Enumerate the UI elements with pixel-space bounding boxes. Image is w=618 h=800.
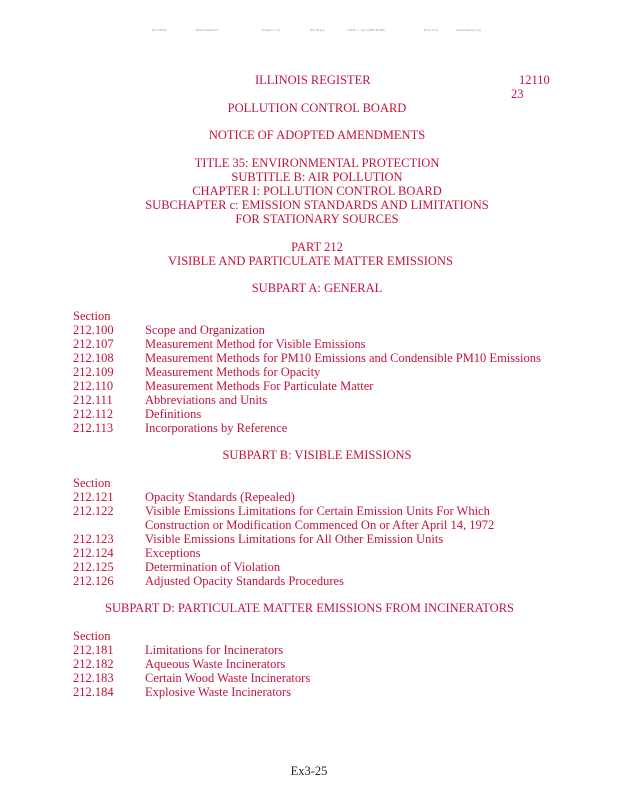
section-number: 212.123 [73,532,114,546]
section-title: Limitations for Incinerators [145,643,284,657]
section-title: Visible Emissions Limitations for All Other Emission Units [145,532,444,546]
section-number: 212.181 [73,643,114,657]
subtitle-heading: SUBTITLE B: AIR POLLUTION [231,170,403,184]
section-row [73,393,613,407]
section-title: Certain Wood Waste Incinerators [145,671,311,685]
section-label: Section [73,476,111,490]
section-row [73,379,613,393]
subchapter-heading: SUBCHAPTER c: EMISSION STANDARDS AND LIMITATIONS [145,198,489,212]
section-number: 212.112 [73,407,114,421]
section-number: 212.108 [73,351,114,365]
section-label: Section [73,629,111,643]
title-heading: TITLE 35: ENVIRONMENTAL PROTECTION [194,156,440,170]
section-title: Adjusted Opacity Standards Procedures [145,574,344,588]
section-row [73,490,613,504]
section-number: 212.113 [73,421,114,435]
section-title: Incorporations by Reference [145,421,288,435]
section-title: Aqueous Waste Incinerators [145,657,286,671]
section-row [73,546,613,560]
register-issue: 23 [511,87,524,101]
section-row [73,643,613,657]
part-title: VISIBLE AND PARTICULATE MATTER EMISSIONS [168,254,453,268]
section-row [73,574,613,588]
section-row [73,532,613,546]
register-page: 12110 [519,73,550,87]
running-header-item: (SUB: c, Air) (PDF/HTML) [348,28,387,32]
section-title: Measurement Method for Visible Emissions [145,337,366,351]
section-number: 212.109 [73,365,114,379]
section-row [73,518,613,532]
section-row [73,504,613,518]
section-number: 212.184 [73,685,114,699]
section-number: 212.107 [73,337,114,351]
running-header-item: (P.C.B.)(a) [310,28,326,32]
section-row [73,337,613,351]
section-row [73,421,613,435]
section-number: 212.124 [73,546,114,560]
section-number: 212.125 [73,560,114,574]
section-number: 212.182 [73,657,114,671]
section-number: 212.100 [73,323,114,337]
section-number: 212.121 [73,490,114,504]
running-header-item: (Amendments (a)) [456,28,482,32]
section-row [73,657,613,671]
subpart-b-title: SUBPART B: VISIBLE EMISSIONS [222,448,412,462]
running-header-item: (Chapter I a) [262,28,280,32]
page-footer: Ex3-25 [290,764,328,778]
chapter-heading: CHAPTER I: POLLUTION CONTROL BOARD [192,184,442,198]
running-header-item: (Ill Admin [152,28,167,32]
section-number: 212.110 [73,379,114,393]
section-title: Abbreviations and Units [145,393,268,407]
section-row [73,671,613,685]
agency-name: POLLUTION CONTROL BOARD [227,101,407,115]
section-title: Scope and Organization [145,323,265,337]
section-number: 212.183 [73,671,114,685]
notice-heading: NOTICE OF ADOPTED AMENDMENTS [208,128,426,142]
section-title: Explosive Waste Incinerators [145,685,291,699]
section-number: 212.126 [73,574,114,588]
section-row [73,351,613,365]
section-title: Construction or Modification Commenced On or After April 14, 1972 [145,518,495,532]
section-row [73,560,613,574]
section-title: Opacity Standards (Repealed) [145,490,295,504]
section-title: Exceptions [145,546,201,560]
section-number: 212.122 [73,504,114,518]
subchapter-heading-cont: FOR STATIONARY SOURCES [235,212,399,226]
section-title: Definitions [145,407,202,421]
section-number: 212.111 [73,393,113,407]
section-title: Measurement Methods for Opacity [145,365,321,379]
part-number: PART 212 [291,240,343,254]
section-title: Measurement Methods For Particulate Matter [145,379,374,393]
subpart-d-title: SUBPART D: PARTICULATE MATTER EMISSIONS FROM INCINERATORS [105,601,514,615]
section-title: Determination of Violation [145,560,281,574]
running-header-item: (Part 212) [424,28,439,32]
section-title: Visible Emissions Limitations for Certain Emission Units For Which [145,504,490,518]
section-row [73,323,613,337]
section-label: Section [73,309,111,323]
running-header [0,28,618,36]
subpart-a-title: SUBPART A: GENERAL [251,281,383,295]
section-row [73,685,613,699]
section-row [73,365,613,379]
register-title: ILLINOIS REGISTER [255,73,371,87]
section-title: Measurement Methods for PM10 Emissions and Condensible PM10 Emissions [145,351,541,365]
running-header-item: (Environmental [196,28,218,32]
section-row [73,407,613,421]
